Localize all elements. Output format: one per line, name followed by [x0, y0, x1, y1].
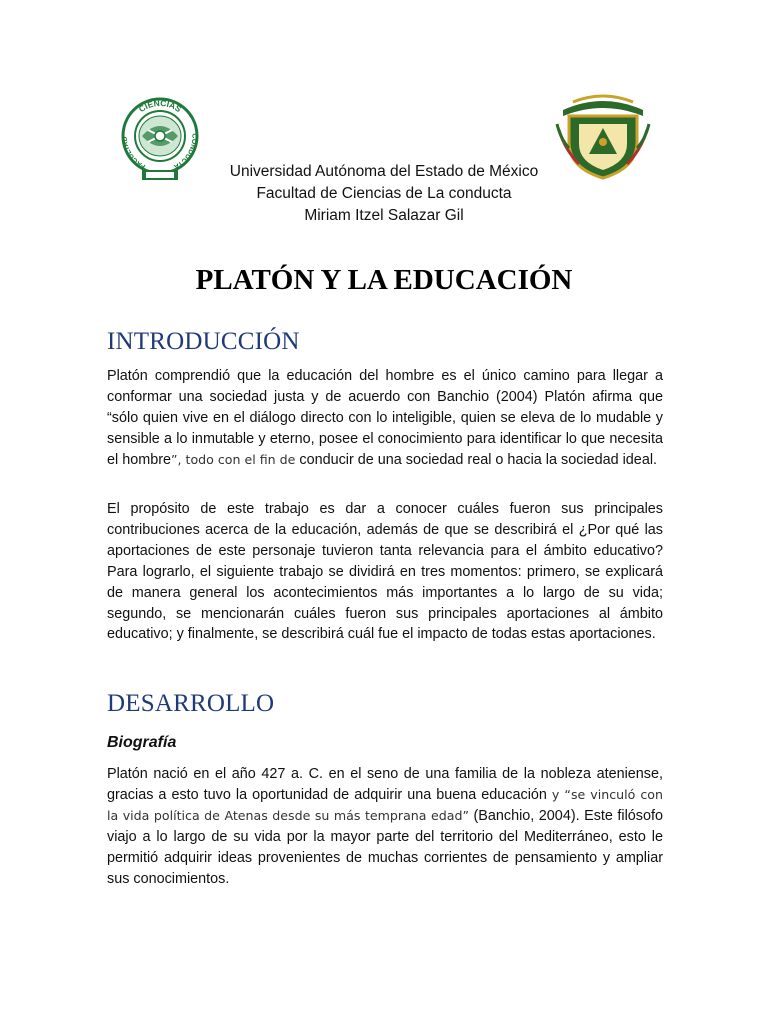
introduction-paragraph-1	[107, 366, 663, 471]
seal-text-right: CONDUCTA	[172, 133, 198, 170]
university-name: Universidad Autónoma del Estado de México	[229, 163, 539, 180]
p3-text-a: Platón nació en el año 427 a. C. en el seno de una familia de la nobleza ateniense, gracias a esto tuvo la oportunidad de adquirir una buena educación	[107, 766, 663, 803]
faculty-name: Facultad de Ciencias de La conducta	[256, 185, 512, 202]
seal-text-top: CIENCIAS	[136, 97, 184, 115]
p1-text-c: conducir de una sociedad real o hacia la sociedad ideal.	[295, 451, 658, 468]
development-heading: DESARROLLO	[107, 690, 275, 717]
p3-quote: “se vinculó con la vida política de Atenas desde su más temprana edad”	[107, 786, 663, 823]
seal-text-left: FACULTAD	[121, 136, 147, 170]
introduction-heading: INTRODUCCIÓN	[107, 328, 300, 355]
p3-text-d: (Banchio, 2004). Este filósofo viajo a lo largo de su vida por la mayor parte del territorio del Mediterráneo, esto le permitió adquirir ideas provenientes de muchas corrientes de pensamiento y ampliar sus conocimientos.	[107, 807, 664, 887]
p1-text-b: ”, todo con el fin de	[171, 451, 296, 467]
introduction-paragraph-2: El propósito de este trabajo es dar a conocer cuáles fueron sus principales contribuciones acerca de la educación, además de que se describirá el ¿Por qué las aportaciones de este personaje tuvieron tanta relevancia para el ámbito educativo? Para lograrlo, el siguiente trabajo se dividirá en tres momentos: primero, se explicará de manera general los acontecimientos más importantes a lo largo de su vida; segundo, se mencionarán cuáles fueron sus principales aportaciones al ámbito educativo; y finalmente, se describirá cuál fue el impacto de todas estas aportaciones.	[107, 501, 663, 643]
p1-text-a: Platón comprendió que la educación del hombre es el único camino para llegar a conformar una sociedad justa y de acuerdo con Banchio (2004) Platón afirma que “sólo quien vive en el diálogo directo con lo inteligible, quien se eleva de lo mudable y sensible a lo inmutable y eterno, posee el conocimiento para identificar lo que necesita el hombre	[107, 368, 663, 468]
biography-paragraph	[107, 764, 663, 889]
author-name: Miriam Itzel Salazar Gil	[304, 207, 464, 224]
p3-text-b: y	[546, 786, 565, 802]
document-title: PLATÓN Y LA EDUCACIÓN	[195, 264, 573, 296]
document-header	[0, 161, 768, 227]
biography-subheading: Biografía	[107, 734, 177, 751]
